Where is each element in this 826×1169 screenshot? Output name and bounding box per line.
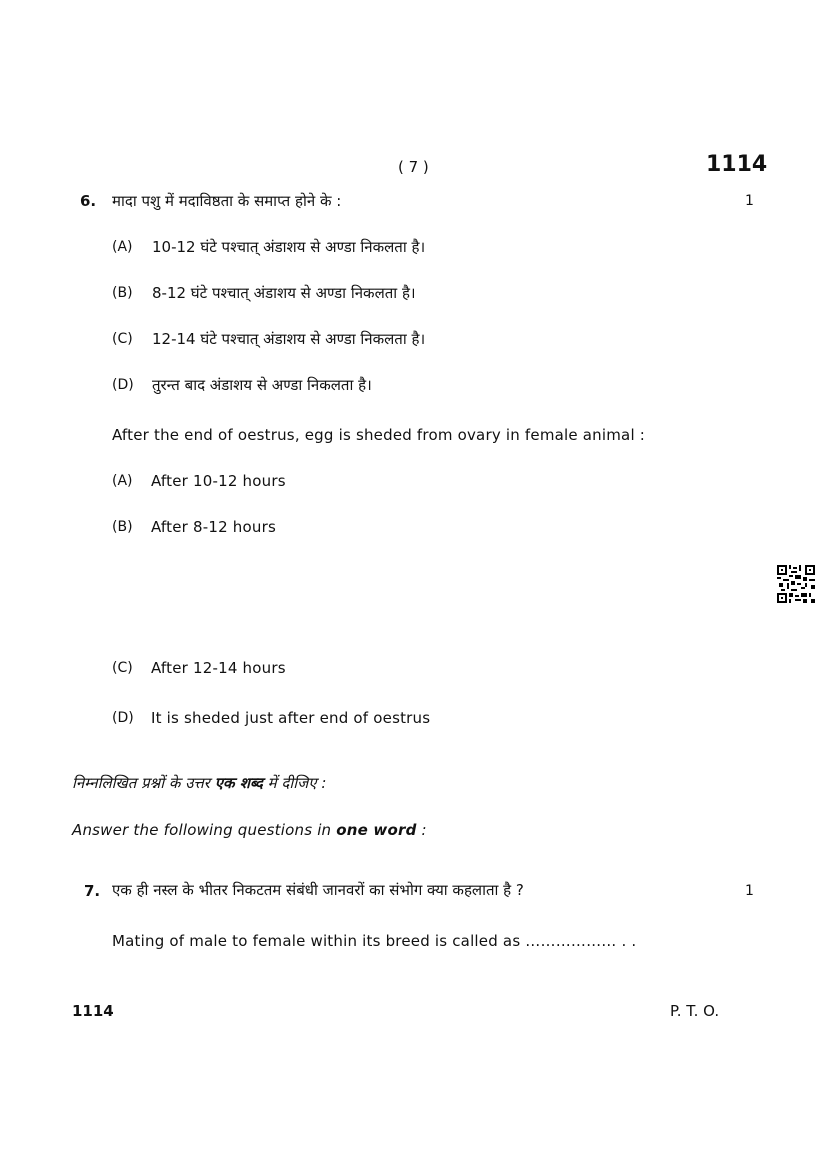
q6-hindi-option-c-text: 12-14 घंटे पश्चात् अंडाशय से अण्डा निकलता है। <box>152 330 426 348</box>
q6-hindi-option-a-letter: (A) <box>112 239 133 255</box>
question-6-marks: 1 <box>745 193 754 209</box>
instruction-hindi-post: में दीजिए : <box>262 774 327 792</box>
q6-hindi-option-d-text: तुरन्त बाद अंडाशय से अण्डा निकलता है। <box>152 376 372 394</box>
question-7-number: 7. <box>84 882 101 900</box>
instruction-english-pre: Answer the following questions in <box>72 821 337 839</box>
question-6-english: After the end of oestrus, egg is sheded from ovary in female animal : <box>112 426 646 444</box>
paper-code-footer: 1114 <box>72 1002 114 1020</box>
instruction-hindi-bold: एक शब्द <box>214 774 263 792</box>
question-6-number: 6. <box>80 192 97 210</box>
q6-hindi-option-a-text: 10-12 घंटे पश्चात् अंडाशय से अण्डा निकलता है। <box>152 238 426 256</box>
q6-hindi-option-b-text: 8-12 घंटे पश्चात् अंडाशय से अण्डा निकलता है। <box>152 284 416 302</box>
q6-hindi-option-c-letter: (C) <box>112 331 133 347</box>
q6-english-option-b-text: After 8-12 hours <box>151 518 276 536</box>
instruction-english-post: : <box>416 821 427 839</box>
q6-hindi-option-d-letter: (D) <box>112 377 134 393</box>
q6-english-option-a-text: After 10-12 hours <box>151 472 286 490</box>
page-number: ( 7 ) <box>398 158 429 176</box>
instruction-english-bold: one word <box>336 821 417 839</box>
q6-english-option-a-letter: (A) <box>112 473 133 489</box>
instruction-hindi <box>72 773 326 793</box>
q6-english-option-c-letter: (C) <box>112 660 133 676</box>
q6-hindi-option-b-letter: (B) <box>112 285 133 301</box>
q6-english-option-c-text: After 12-14 hours <box>151 659 286 677</box>
pto-label: P. T. O. <box>670 1002 720 1020</box>
q6-english-option-b-letter: (B) <box>112 519 133 535</box>
instruction-english <box>72 821 427 839</box>
q6-english-option-d-text: It is sheded just after end of oestrus <box>151 709 431 727</box>
question-7-marks: 1 <box>745 883 754 899</box>
q6-english-option-d-letter: (D) <box>112 710 134 726</box>
question-6-hindi: मादा पशु में मदाविष्ठता के समाप्त होने के : <box>112 192 342 210</box>
question-7-hindi: एक ही नस्ल के भीतर निकटतम संबंधी जानवरों का संभोग क्या कहलाता है ? <box>112 881 524 899</box>
qr-code-icon <box>777 565 815 603</box>
instruction-hindi-pre: निम्नलिखित प्रश्नों के उत्तर <box>72 774 215 792</box>
question-7-english: Mating of male to female within its breed is called as ……………… . . <box>112 932 637 950</box>
paper-code-header: 1114 <box>706 152 768 177</box>
